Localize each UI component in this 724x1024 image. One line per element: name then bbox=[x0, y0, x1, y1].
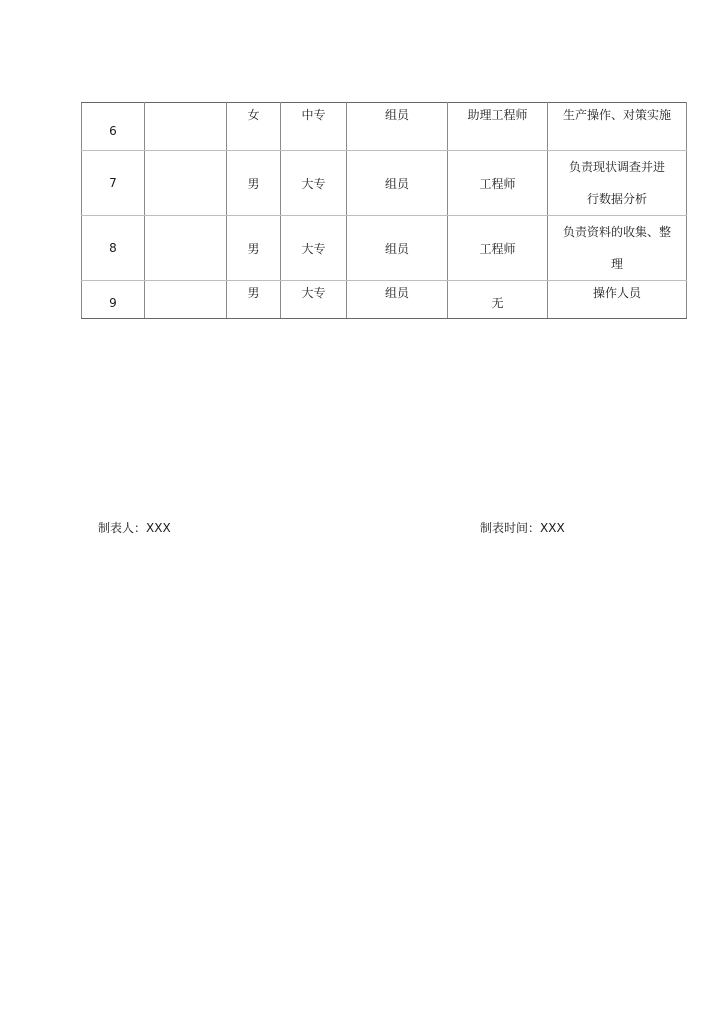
preparer-label: 制表人： bbox=[98, 521, 147, 535]
title-cell: 工程师 bbox=[448, 216, 548, 281]
preparer-value: XXX bbox=[146, 521, 171, 535]
duty-line: 理 bbox=[610, 257, 623, 271]
education-cell: 大专 bbox=[281, 216, 347, 281]
prepared-time-value: XXX bbox=[540, 521, 565, 535]
gender-cell: 女 bbox=[227, 103, 281, 151]
prepared-time-field bbox=[480, 519, 565, 536]
gender-cell: 男 bbox=[227, 281, 281, 319]
row-number: 9 bbox=[82, 281, 145, 319]
duty-line: 操作人员 bbox=[592, 286, 641, 300]
duty-line: 生产操作、对策实施 bbox=[562, 108, 671, 122]
row-number: 6 bbox=[82, 103, 145, 151]
gender-cell: 男 bbox=[227, 151, 281, 216]
education-cell: 大专 bbox=[281, 281, 347, 319]
table-row bbox=[82, 103, 687, 151]
title-cell: 工程师 bbox=[448, 151, 548, 216]
role-cell: 组员 bbox=[347, 216, 448, 281]
title-cell: 助理工程师 bbox=[448, 103, 548, 151]
name-cell bbox=[145, 216, 227, 281]
table-row bbox=[82, 281, 687, 319]
education-cell: 大专 bbox=[281, 151, 347, 216]
role-cell: 组员 bbox=[347, 281, 448, 319]
row-number: 8 bbox=[82, 216, 145, 281]
name-cell bbox=[145, 281, 227, 319]
duty-line: 行数据分析 bbox=[586, 192, 647, 206]
duty-line: 负责资料的收集、整 bbox=[562, 225, 671, 239]
row-number: 7 bbox=[82, 151, 145, 216]
table-row bbox=[82, 151, 687, 216]
gender-cell: 男 bbox=[227, 216, 281, 281]
education-cell: 中专 bbox=[281, 103, 347, 151]
title-cell: 无 bbox=[448, 281, 548, 319]
duty-line: 负责现状调查并进 bbox=[568, 160, 665, 174]
name-cell bbox=[145, 103, 227, 151]
role-cell: 组员 bbox=[347, 151, 448, 216]
table-row bbox=[82, 216, 687, 281]
role-cell: 组员 bbox=[347, 103, 448, 151]
duty-cell bbox=[548, 216, 687, 281]
prepared-time-label: 制表时间： bbox=[480, 521, 541, 535]
duty-cell bbox=[548, 281, 687, 319]
duty-cell bbox=[548, 103, 687, 151]
duty-cell bbox=[548, 151, 687, 216]
preparer-field bbox=[98, 519, 171, 536]
staff-table bbox=[81, 102, 687, 319]
name-cell bbox=[145, 151, 227, 216]
